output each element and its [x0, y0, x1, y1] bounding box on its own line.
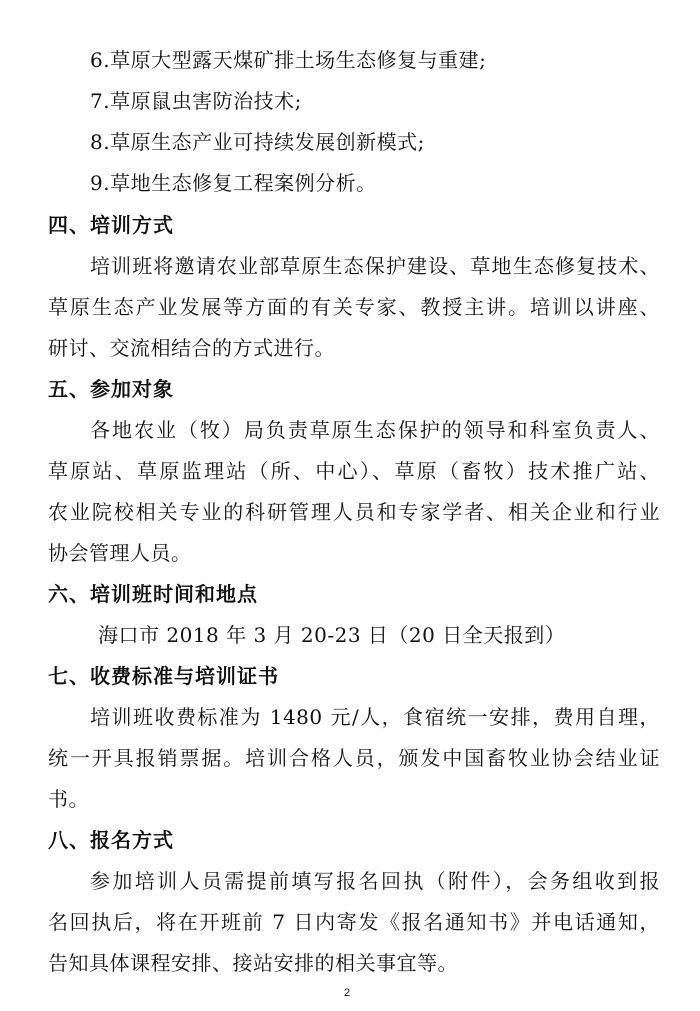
- paragraph-line: 研讨、交流相结合的方式进行。: [48, 336, 335, 360]
- list-item: 7.草原鼠虫害防治技术;: [90, 89, 302, 113]
- paragraph-line: 参加培训人员需提前填写报名回执（附件），会务组收到报: [90, 869, 660, 893]
- section-heading-training-method: 四、培训方式: [48, 213, 174, 237]
- paragraph-line: 培训班收费标准为 1480 元/人，食宿统一安排，费用自理，: [90, 705, 660, 729]
- paragraph-line: 农业院校相关专业的科研管理人员和专家学者、相关企业和行业: [48, 500, 660, 524]
- paragraph-line: 告知具体课程安排、接站安排的相关事宜等。: [48, 951, 458, 975]
- paragraph-line: 统一开具报销票据。培训合格人员，颁发中国畜牧业协会结业证: [48, 746, 660, 770]
- paragraph-line: 书。: [48, 787, 89, 811]
- section-heading-participants: 五、参加对象: [48, 377, 174, 401]
- paragraph-line: 培训班将邀请农业部草原生态保护建设、草地生态修复技术、: [90, 254, 660, 278]
- paragraph-line: 协会管理人员。: [48, 541, 192, 565]
- paragraph-line: 草原生态产业发展等方面的有关专家、教授主讲。培训以讲座、: [48, 295, 660, 319]
- paragraph-line: 名回执后，将在开班前 7 日内寄发《报名通知书》并电话通知，: [48, 910, 660, 934]
- list-item: 6.草原大型露天煤矿排土场生态修复与重建;: [90, 48, 487, 72]
- page-number: 2: [344, 987, 351, 999]
- section-heading-time-and-place: 六、培训班时间和地点: [48, 582, 258, 606]
- section-heading-fees-and-certificate: 七、收费标准与培训证书: [48, 664, 279, 688]
- list-item: 9.草地生态修复工程案例分析。: [90, 171, 377, 195]
- paragraph-line: 草原站、草原监理站（所、中心）、草原（畜牧）技术推广站、: [48, 459, 660, 483]
- list-item: 8.草原生态产业可持续发展创新模式;: [90, 130, 425, 154]
- section-heading-registration: 八、报名方式: [48, 828, 174, 852]
- paragraph-line: 各地农业（牧）局负责草原生态保护的领导和科室负责人、: [90, 418, 660, 442]
- paragraph-line: 海口市 2018 年 3 月 20-23 日（20 日全天报到）: [98, 623, 566, 647]
